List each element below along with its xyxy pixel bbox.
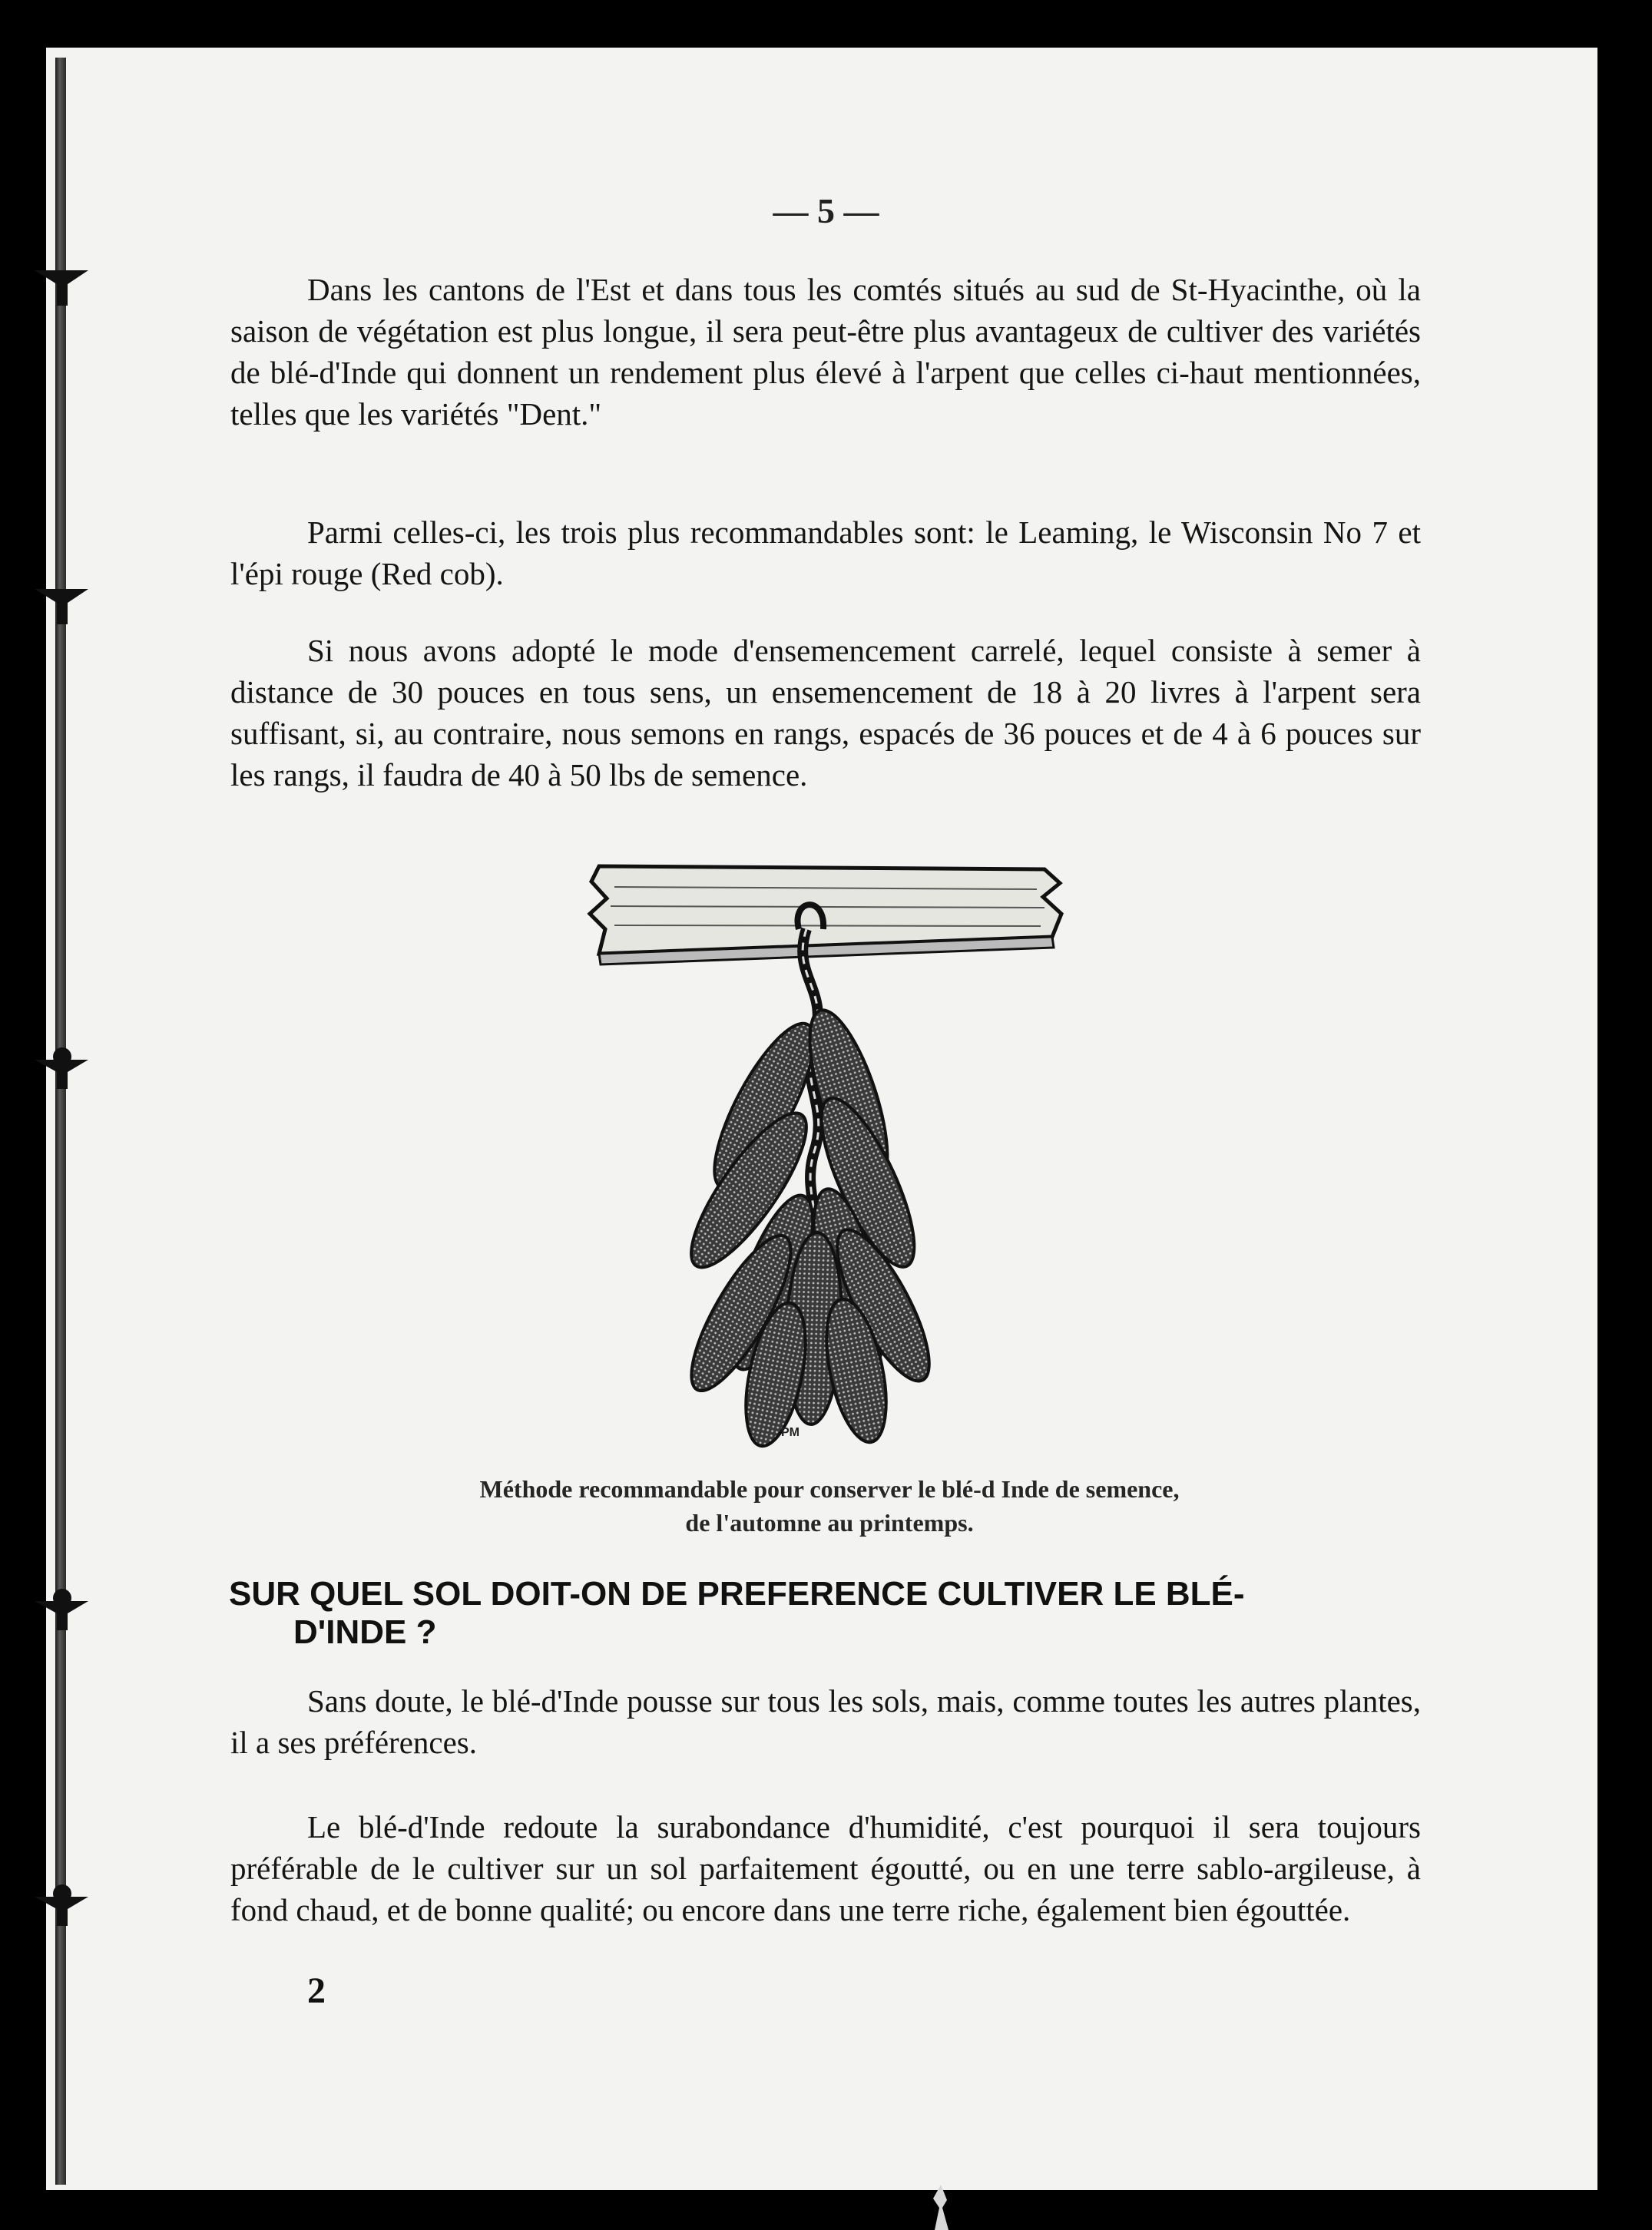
staple-icon: [31, 1044, 92, 1090]
paragraph: Le blé-d'Inde redoute la surabondance d'humidité, c'est pourquoi il sera toujours préférable de le cultiver sur un sol parfaitement égoutté, ou en une terre sablo-argileuse, à fond chaud, et de bonne qualité; ou encore dans une terre riche, également bien égouttée.: [230, 1809, 1421, 1927]
paragraph: Parmi celles-ci, les trois plus recommandables sont: le Leaming, le Wisconsin No 7 et l'épi rouge (Red cob).: [230, 514, 1421, 591]
section-heading: SUR QUEL SOL DOIT-ON DE PREFERENCE CULTIVER LE BLÉ- D'INDE ?: [229, 1575, 1245, 1651]
figure-caption: Méthode recommandable pour conserver le blé-d Inde de semence, de l'automne au printemps.: [479, 1475, 1180, 1537]
illustrator-initials: PM: [781, 1426, 800, 1439]
paragraph: Dans les cantons de l'Est et dans tous les comtés situés au sud de St-Hyacinthe, où la saison de végétation est plus longue, il sera peut-être plus avantageux de cultiver des variétés de blé-d'Inde qui donnent un rendement plus élevé à l'arpent que celles ci-haut mentionnées, telles que les variétés "Dent.": [230, 272, 1421, 432]
staple-icon: [31, 580, 92, 626]
paragraph: Si nous avons adopté le mode d'ensemencement carrelé, lequel consiste à semer à distance de 30 pouces en tous sens, un ensemencement de 18 à 20 livres à l'arpent sera suffisant, si, au contraire, nous semons en rangs, espacés de 36 pouces et de 4 à 6 pouces sur les rangs, il faudra de 40 à 50 lbs de semence.: [230, 633, 1421, 792]
signature-mark: 2: [307, 1970, 326, 2011]
binding-spine: [55, 58, 66, 2185]
staple-icon: [31, 1881, 92, 1927]
binding-thread-icon: [925, 2185, 956, 2230]
paragraph: Sans doute, le blé-d'Inde pousse sur tous les sols, mais, comme toutes les autres plantes, il a ses préférences.: [230, 1683, 1421, 1760]
page-number: — 5 —: [773, 191, 879, 230]
staple-icon: [31, 261, 92, 307]
corn-braid-illustration: [584, 852, 1091, 1459]
staple-icon: [31, 1586, 92, 1632]
